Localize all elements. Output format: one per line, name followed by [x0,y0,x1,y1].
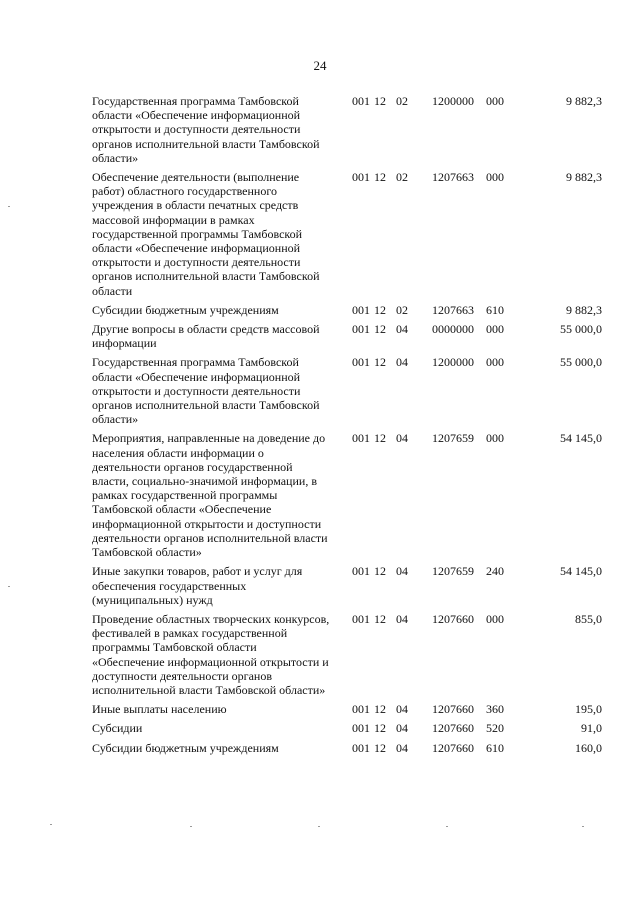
row-ved-code: 001 [352,721,370,736]
row-name: Другие вопросы в области средств массовой информации [92,322,320,351]
row-csr-code: 1207663 [432,170,474,185]
row-sum: 54 145,0 [560,564,602,579]
row-vr-code: 610 [486,740,504,755]
row-csr-code: 1207660 [432,702,474,717]
table-body [92,94,602,760]
scan-artifact [8,586,10,587]
table-row [92,322,602,355]
row-csr-code: 1207660 [432,611,474,626]
row-sum: 55 000,0 [560,355,602,370]
row-csr-code: 1200000 [432,355,474,370]
row-vr-code: 520 [486,721,504,736]
row-csr-code: 1207659 [432,431,474,446]
scan-artifact [50,824,52,825]
table-row [92,170,602,303]
scan-artifact [446,826,448,827]
table-row [92,702,602,721]
row-name: Субсидии [92,721,143,736]
row-sum: 855,0 [575,611,602,626]
row-name: Обеспечение деятельности (выполнение работ) областного государственного учреждения в области печатных средств массовой информации в рамках государственной программы Тамбовской области «Обеспечение информационной открытости и доступности деятельности органов исполнительной власти Тамбовской области [92,170,320,298]
table-row [92,303,602,322]
row-pr-code: 04 [396,564,408,579]
row-rz-code: 12 [374,721,386,736]
row-rz-code: 12 [374,431,386,446]
scan-artifact [582,826,584,827]
table-row [92,741,602,760]
row-ved-code: 001 [352,431,370,446]
row-pr-code: 04 [396,322,408,337]
row-vr-code: 000 [486,322,504,337]
row-rz-code: 12 [374,355,386,370]
row-pr-code: 04 [396,355,408,370]
table-row [92,94,602,170]
row-sum: 195,0 [575,702,602,717]
row-sum: 9 882,3 [566,302,602,317]
budget-table [92,94,602,760]
row-csr-code: 1207659 [432,564,474,579]
row-pr-code: 04 [396,611,408,626]
row-name: Иные выплаты населению [92,702,227,717]
row-sum: 9 882,3 [566,170,602,185]
row-rz-code: 12 [374,740,386,755]
row-csr-code: 1200000 [432,94,474,108]
page-number: 24 [313,58,327,73]
row-rz-code: 12 [374,302,386,317]
scan-artifact [318,826,320,827]
row-csr-code: 1207663 [432,302,474,317]
table-row [92,355,602,431]
row-ved-code: 001 [352,355,370,370]
scan-artifact [190,826,192,827]
row-pr-code: 04 [396,721,408,736]
row-vr-code: 610 [486,302,504,317]
row-pr-code: 04 [396,431,408,446]
row-sum: 91,0 [581,721,602,736]
row-ved-code: 001 [352,702,370,717]
row-vr-code: 000 [486,94,504,108]
row-rz-code: 12 [374,702,386,717]
row-vr-code: 360 [486,702,504,717]
row-sum: 54 145,0 [560,431,602,446]
table-row [92,721,602,740]
row-ved-code: 001 [352,302,370,317]
row-pr-code: 02 [396,170,408,185]
row-vr-code: 000 [486,355,504,370]
row-rz-code: 12 [374,564,386,579]
row-vr-code: 240 [486,564,504,579]
row-sum: 55 000,0 [560,322,602,337]
row-ved-code: 001 [352,740,370,755]
row-rz-code: 12 [374,322,386,337]
row-vr-code: 000 [486,611,504,626]
row-name: Субсидии бюджетным учреждениям [92,302,279,317]
row-name: Государственная программа Тамбовской области «Обеспечение информационной открытости и доступности деятельности органов исполнительной власти Тамбовской области» [92,355,320,427]
row-ved-code: 001 [352,564,370,579]
row-name: Проведение областных творческих конкурсов, фестивалей в рамках государственной программы Тамбовской области «Обеспечение информационной открытости и доступности деятельности органов исполнительной власти Тамбовской области» [92,611,330,697]
row-ved-code: 001 [352,611,370,626]
row-pr-code: 04 [396,740,408,755]
row-name: Государственная программа Тамбовской области «Обеспечение информационной открытости и доступности деятельности органов исполнительной власти Тамбовской области» [92,94,320,165]
row-csr-code: 1207660 [432,721,474,736]
row-csr-code: 1207660 [432,740,474,755]
row-name: Мероприятия, направленные на доведение до населения области информации о деятельности органов государственной власти, социально-значимой информации, в рамках государственной программы Тамбовской области «Обеспечение информационной открытости и доступности деятельности органов исполнительной власти Тамбовской области» [92,431,328,560]
row-pr-code: 02 [396,302,408,317]
row-rz-code: 12 [374,94,386,108]
row-sum: 9 882,3 [566,94,602,108]
row-ved-code: 001 [352,170,370,185]
table-row [92,564,602,612]
row-pr-code: 04 [396,702,408,717]
row-name: Иные закупки товаров, работ и услуг для обеспечения государственных (муниципальных) нужд [92,564,303,607]
row-sum: 160,0 [575,740,602,755]
row-rz-code: 12 [374,170,386,185]
row-pr-code: 02 [396,94,408,108]
row-csr-code: 0000000 [432,322,474,337]
table-row [92,431,602,564]
row-ved-code: 001 [352,322,370,337]
row-vr-code: 000 [486,170,504,185]
row-vr-code: 000 [486,431,504,446]
table-row [92,612,602,702]
row-rz-code: 12 [374,611,386,626]
row-name: Субсидии бюджетным учреждениям [92,740,279,755]
row-ved-code: 001 [352,94,370,108]
scan-artifact [8,206,10,207]
